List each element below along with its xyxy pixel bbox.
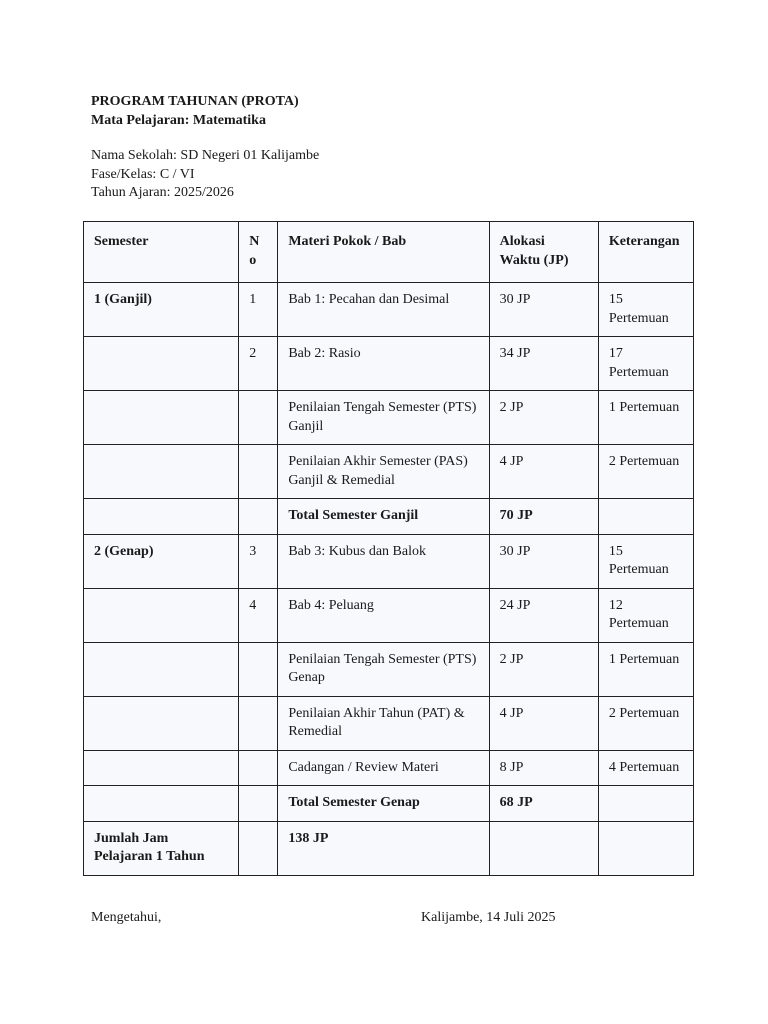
prota-table: [83, 221, 694, 876]
table-row: [84, 750, 694, 786]
cell-keterangan: [598, 786, 693, 822]
footer-acknowledgement: Mengetahui,: [91, 910, 162, 925]
cell-materi: Penilaian Tengah Semester (PTS) Genap: [278, 642, 489, 696]
cell-semester: [84, 750, 239, 786]
cell-keterangan: [598, 499, 693, 535]
cell-alokasi: 4 JP: [489, 696, 598, 750]
column-header-materi: Materi Pokok / Bab: [278, 222, 489, 283]
table-row: [84, 283, 694, 337]
cell-no: [239, 750, 278, 786]
table-row: [84, 588, 694, 642]
cell-materi: 138 JP: [278, 821, 489, 875]
cell-semester: [84, 499, 239, 535]
cell-keterangan: 17 Pertemuan: [598, 337, 693, 391]
cell-keterangan: 1 Pertemuan: [598, 642, 693, 696]
cell-no: [239, 499, 278, 535]
cell-materi: Bab 3: Kubus dan Balok: [278, 534, 489, 588]
cell-alokasi: 70 JP: [489, 499, 598, 535]
cell-keterangan: 2 Pertemuan: [598, 445, 693, 499]
column-header-no: N o: [239, 222, 278, 283]
cell-semester: 2 (Genap): [84, 534, 239, 588]
cell-semester: [84, 445, 239, 499]
table-row: [84, 642, 694, 696]
cell-no: [239, 786, 278, 822]
cell-no: 2: [239, 337, 278, 391]
cell-materi: Bab 4: Peluang: [278, 588, 489, 642]
cell-keterangan: [598, 821, 693, 875]
cell-alokasi: 24 JP: [489, 588, 598, 642]
cell-materi: Total Semester Genap: [278, 786, 489, 822]
cell-alokasi: 4 JP: [489, 445, 598, 499]
cell-no: 4: [239, 588, 278, 642]
table-row: [84, 337, 694, 391]
cell-alokasi: [489, 821, 598, 875]
cell-no: [239, 391, 278, 445]
cell-semester: [84, 588, 239, 642]
cell-no: [239, 821, 278, 875]
cell-semester: [84, 786, 239, 822]
cell-keterangan: 15 Pertemuan: [598, 283, 693, 337]
cell-alokasi: 2 JP: [489, 391, 598, 445]
cell-alokasi: 8 JP: [489, 750, 598, 786]
cell-materi: Penilaian Akhir Semester (PAS) Ganjil & Remedial: [278, 445, 489, 499]
cell-keterangan: 2 Pertemuan: [598, 696, 693, 750]
table-row-total: [84, 499, 694, 535]
cell-semester: [84, 337, 239, 391]
cell-keterangan: 4 Pertemuan: [598, 750, 693, 786]
phase-class: Fase/Kelas: C / VI: [91, 166, 195, 182]
cell-alokasi: 34 JP: [489, 337, 598, 391]
cell-keterangan: 15 Pertemuan: [598, 534, 693, 588]
cell-alokasi: 30 JP: [489, 534, 598, 588]
cell-keterangan: 12 Pertemuan: [598, 588, 693, 642]
cell-no: [239, 696, 278, 750]
document-title: PROGRAM TAHUNAN (PROTA): [91, 94, 299, 109]
column-header-semester: Semester: [84, 222, 239, 283]
cell-materi: Bab 1: Pecahan dan Desimal: [278, 283, 489, 337]
cell-alokasi: 2 JP: [489, 642, 598, 696]
cell-no: 1: [239, 283, 278, 337]
cell-materi: Penilaian Tengah Semester (PTS) Ganjil: [278, 391, 489, 445]
subject-line: Mata Pelajaran: Matematika: [91, 113, 266, 128]
table-row: [84, 391, 694, 445]
cell-semester: [84, 642, 239, 696]
cell-keterangan: 1 Pertemuan: [598, 391, 693, 445]
cell-semester: Jumlah Jam Pelajaran 1 Tahun: [84, 821, 239, 875]
cell-semester: [84, 696, 239, 750]
table-row: [84, 445, 694, 499]
table-header-row: [84, 222, 694, 283]
academic-year: Tahun Ajaran: 2025/2026: [91, 185, 234, 200]
cell-alokasi: 68 JP: [489, 786, 598, 822]
cell-no: 3: [239, 534, 278, 588]
school-info: [91, 147, 319, 203]
column-header-alokasi: Alokasi Waktu (JP): [489, 222, 598, 283]
column-header-keterangan: Keterangan: [598, 222, 693, 283]
cell-materi: Bab 2: Rasio: [278, 337, 489, 391]
footer-place-date: Kalijambe, 14 Juli 2025: [421, 910, 556, 925]
document-header: [91, 92, 319, 203]
cell-no: [239, 642, 278, 696]
cell-semester: 1 (Ganjil): [84, 283, 239, 337]
cell-no: [239, 445, 278, 499]
table-row: [84, 534, 694, 588]
cell-materi: Cadangan / Review Materi: [278, 750, 489, 786]
cell-materi: Total Semester Ganjil: [278, 499, 489, 535]
school-name: Nama Sekolah: SD Negeri 01 Kalijambe: [91, 148, 320, 163]
table-row-total: [84, 786, 694, 822]
cell-materi: Penilaian Akhir Tahun (PAT) & Remedial: [278, 696, 489, 750]
table-row: [84, 696, 694, 750]
cell-semester: [84, 391, 239, 445]
table-row-grand-total: [84, 821, 694, 875]
cell-alokasi: 30 JP: [489, 283, 598, 337]
